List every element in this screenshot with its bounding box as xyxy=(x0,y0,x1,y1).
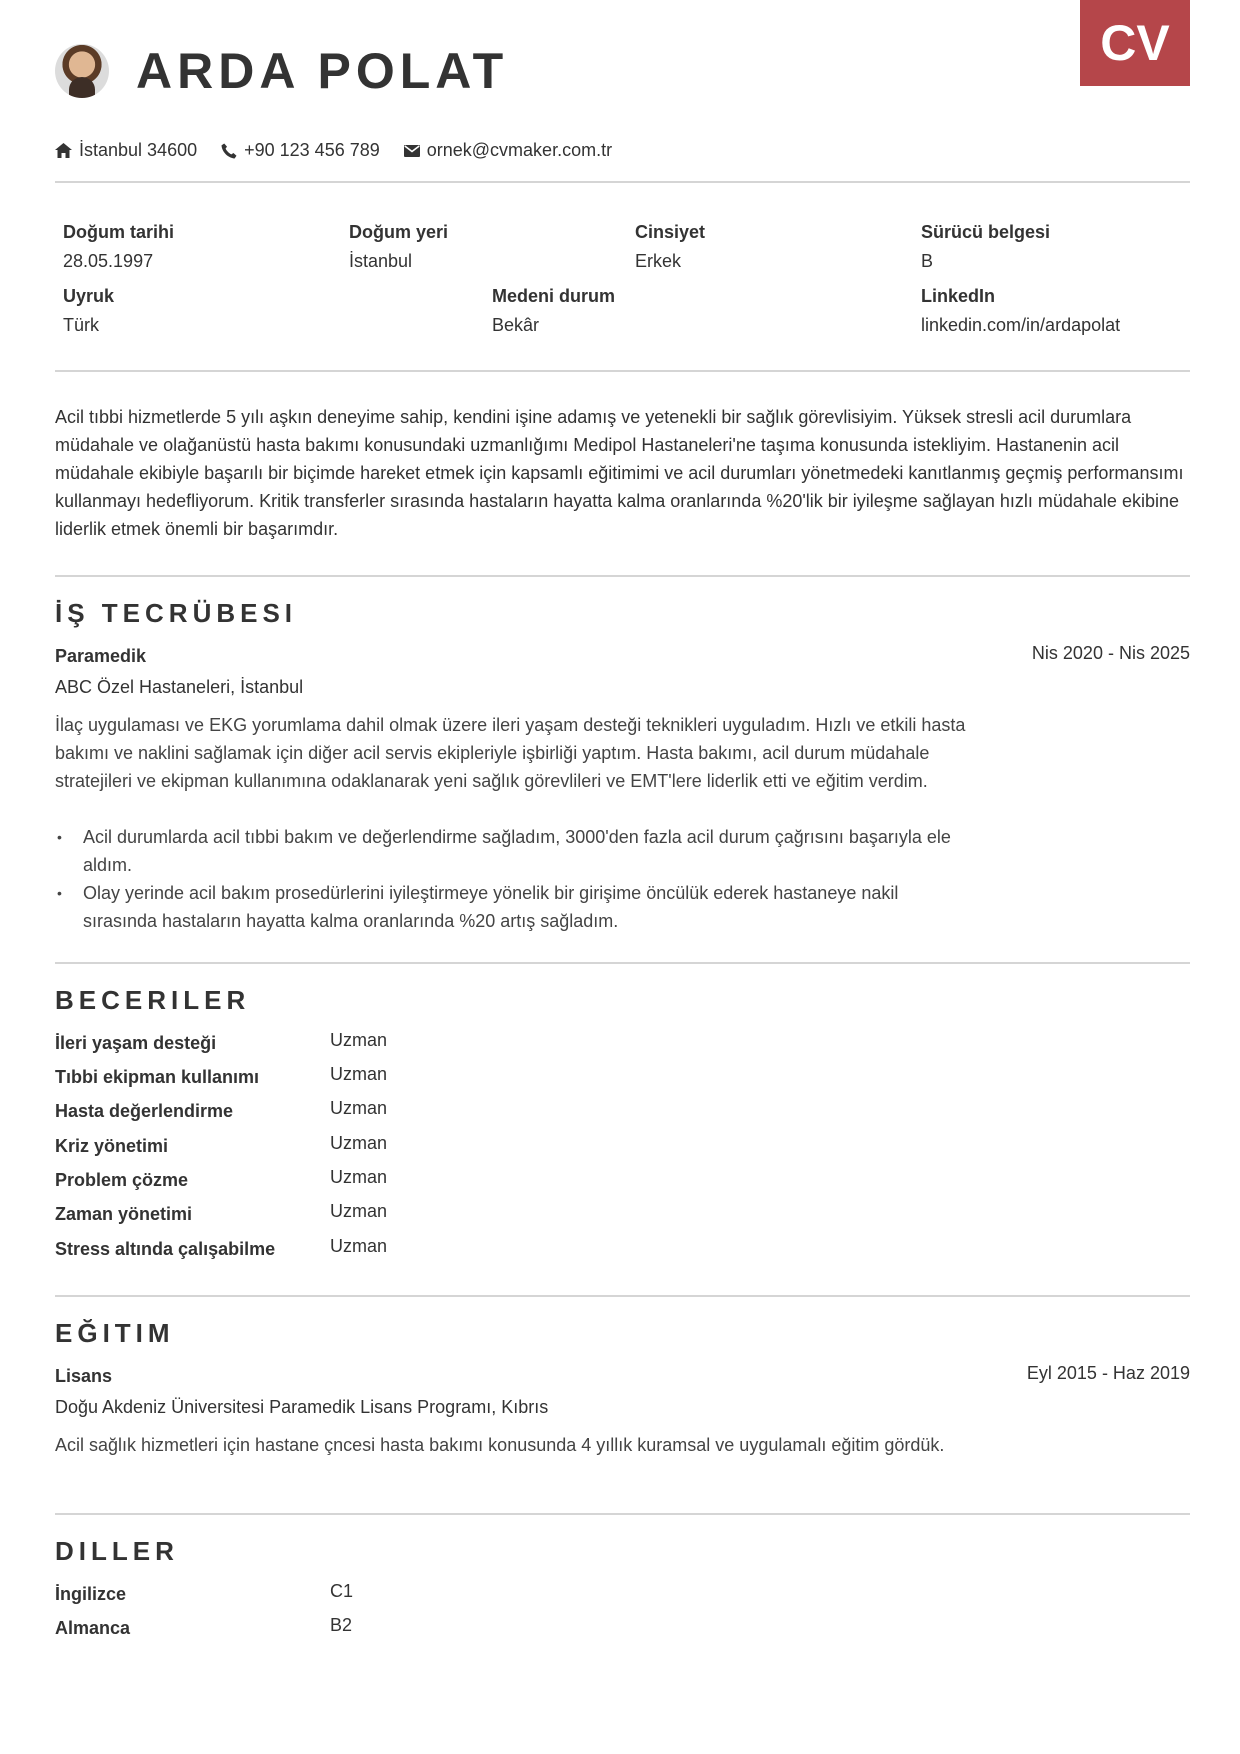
job-dates: Nis 2020 - Nis 2025 xyxy=(1031,643,1190,663)
language-name: Almanca xyxy=(55,1618,131,1638)
job-company: ABC Özel Hastaneleri, İstanbul xyxy=(55,677,304,697)
list-item: • Olay yerinde acil bakım prosedürlerini iyileştirmeye yönelik bir girişime öncülük ederek hastaneye nakil sırasında hastaların hayatta kalma oranlarında %20 artış sağladım. xyxy=(55,879,975,935)
home-icon xyxy=(55,143,72,158)
info-value: Bekâr xyxy=(492,315,540,335)
info-value: İstanbul xyxy=(349,251,413,271)
skill-level: Uzman xyxy=(330,1064,388,1084)
skill-level: Uzman xyxy=(330,1201,388,1221)
divider xyxy=(55,370,1190,372)
section-title-education: EĞITIM xyxy=(55,1318,175,1348)
divider xyxy=(55,1513,1190,1515)
candidate-name: ARDA POLAT xyxy=(136,43,509,99)
job-achievements xyxy=(55,823,975,935)
skill-level: Uzman xyxy=(330,1167,388,1187)
skill-row xyxy=(55,1064,655,1097)
section-title-skills: BECERILER xyxy=(55,985,251,1015)
info-value: 28.05.1997 xyxy=(63,251,154,271)
info-label: Medeni durum xyxy=(492,286,616,306)
info-label: Sürücü belgesi xyxy=(921,222,1051,242)
degree-title: Lisans xyxy=(55,1366,113,1386)
contact-phone xyxy=(221,140,380,161)
skill-name: Stress altında çalışabilme xyxy=(55,1239,276,1259)
contact-bar xyxy=(55,140,636,161)
divider xyxy=(55,1295,1190,1297)
language-level: B2 xyxy=(330,1615,353,1635)
cv-page xyxy=(55,0,1190,1754)
skill-level: Uzman xyxy=(330,1133,388,1153)
language-row xyxy=(55,1615,655,1648)
contact-address xyxy=(55,140,197,161)
skill-level: Uzman xyxy=(330,1236,388,1256)
skill-row xyxy=(55,1133,655,1166)
phone-icon xyxy=(221,143,237,159)
skill-row xyxy=(55,1030,655,1063)
divider xyxy=(55,962,1190,964)
skill-level: Uzman xyxy=(330,1098,388,1118)
skill-row xyxy=(55,1236,655,1269)
info-label: LinkedIn xyxy=(921,286,996,306)
info-label: Doğum yeri xyxy=(349,222,449,242)
language-name: İngilizce xyxy=(55,1584,127,1604)
info-label: Cinsiyet xyxy=(635,222,706,242)
skill-row xyxy=(55,1098,655,1131)
skill-row xyxy=(55,1201,655,1234)
linkedin-link[interactable]: linkedin.com/in/ardapolat xyxy=(921,315,1121,335)
email-text: ornek@cvmaker.com.tr xyxy=(426,140,613,160)
section-title-languages: DILLER xyxy=(55,1536,179,1566)
language-level: C1 xyxy=(330,1581,354,1601)
school-name: Doğu Akdeniz Üniversitesi Paramedik Lisans Programı, Kıbrıs xyxy=(55,1397,549,1417)
section-title-experience: İŞ TECRÜBESI xyxy=(55,598,298,628)
info-value: B xyxy=(921,251,934,271)
skill-name: Tıbbi ekipman kullanımı xyxy=(55,1067,260,1087)
list-item: • Acil durumlarda acil tıbbi bakım ve değerlendirme sağladım, 3000'den fazla acil durum çağrısını başarıyla ele aldım. xyxy=(55,823,975,879)
info-label: Uyruk xyxy=(63,286,115,306)
phone-text: +90 123 456 789 xyxy=(244,140,380,160)
address-text: İstanbul 34600 xyxy=(79,140,198,160)
info-value: Erkek xyxy=(635,251,682,271)
avatar xyxy=(55,44,109,98)
skill-name: Zaman yönetimi xyxy=(55,1204,193,1224)
education-dates: Eyl 2015 - Haz 2019 xyxy=(1026,1363,1190,1383)
skill-name: Kriz yönetimi xyxy=(55,1136,169,1156)
skill-level: Uzman xyxy=(330,1030,388,1050)
info-label: Doğum tarihi xyxy=(63,222,174,242)
job-description: İlaç uygulaması ve EKG yorumlama dahil olmak üzere ileri yaşam desteği teknikleri uyguladım. Hızlı ve etkili hasta bakımı ve naklini sağlamak için diğer acil servis ekipleriyle işbirliği yaptım. Hasta bakımı, acil durum müdahale stratejileri ve ekipman kullanımına odaklanarak yeni sağlık görevlileri ve EMT'lere liderlik etti ve eğitim verdim. xyxy=(55,715,966,791)
divider xyxy=(55,575,1190,577)
skill-name: Problem çözme xyxy=(55,1170,189,1190)
contact-email xyxy=(404,140,612,161)
skill-name: Hasta değerlendirme xyxy=(55,1101,234,1121)
divider xyxy=(55,181,1190,183)
cv-badge: CV xyxy=(1080,0,1190,86)
profile-summary: Acil tıbbi hizmetlerde 5 yılı aşkın deneyime sahip, kendini işine adamış ve yetenekli bir sağlık görevlisiyim. Yüksek stresli acil durumlara müdahale ve olağanüstü hasta bakımı konusundaki uzmanlığımı Medipol Hastaneleri'ne taşıma konusunda istekliyim. Hastanenin acil müdahale ekibiyle başarılı bir biçimde hareket etmek için kapsamlı eğitimimi ve acil durumları yönetmedeki kanıtlanmış geçmiş performansımı kullanmayı hedefliyorum. Kritik transferler sırasında hastaların hayatta kalma oranlarında %20'lik bir iyileşme sağlayan hızlı müdahale ekibine liderlik etmek önemli bir başarımdır. xyxy=(55,407,1184,539)
skill-row xyxy=(55,1167,655,1200)
education-description: Acil sağlık hizmetleri için hastane çncesi hasta bakımı konusunda 4 yıllık kuramsal ve uygulamalı eğitim gördük. xyxy=(55,1435,945,1455)
mail-icon xyxy=(404,145,420,157)
skill-name: İleri yaşam desteği xyxy=(55,1033,217,1053)
header xyxy=(55,42,508,100)
info-value: Türk xyxy=(63,315,99,335)
language-row xyxy=(55,1581,655,1614)
job-title: Paramedik xyxy=(55,646,147,666)
